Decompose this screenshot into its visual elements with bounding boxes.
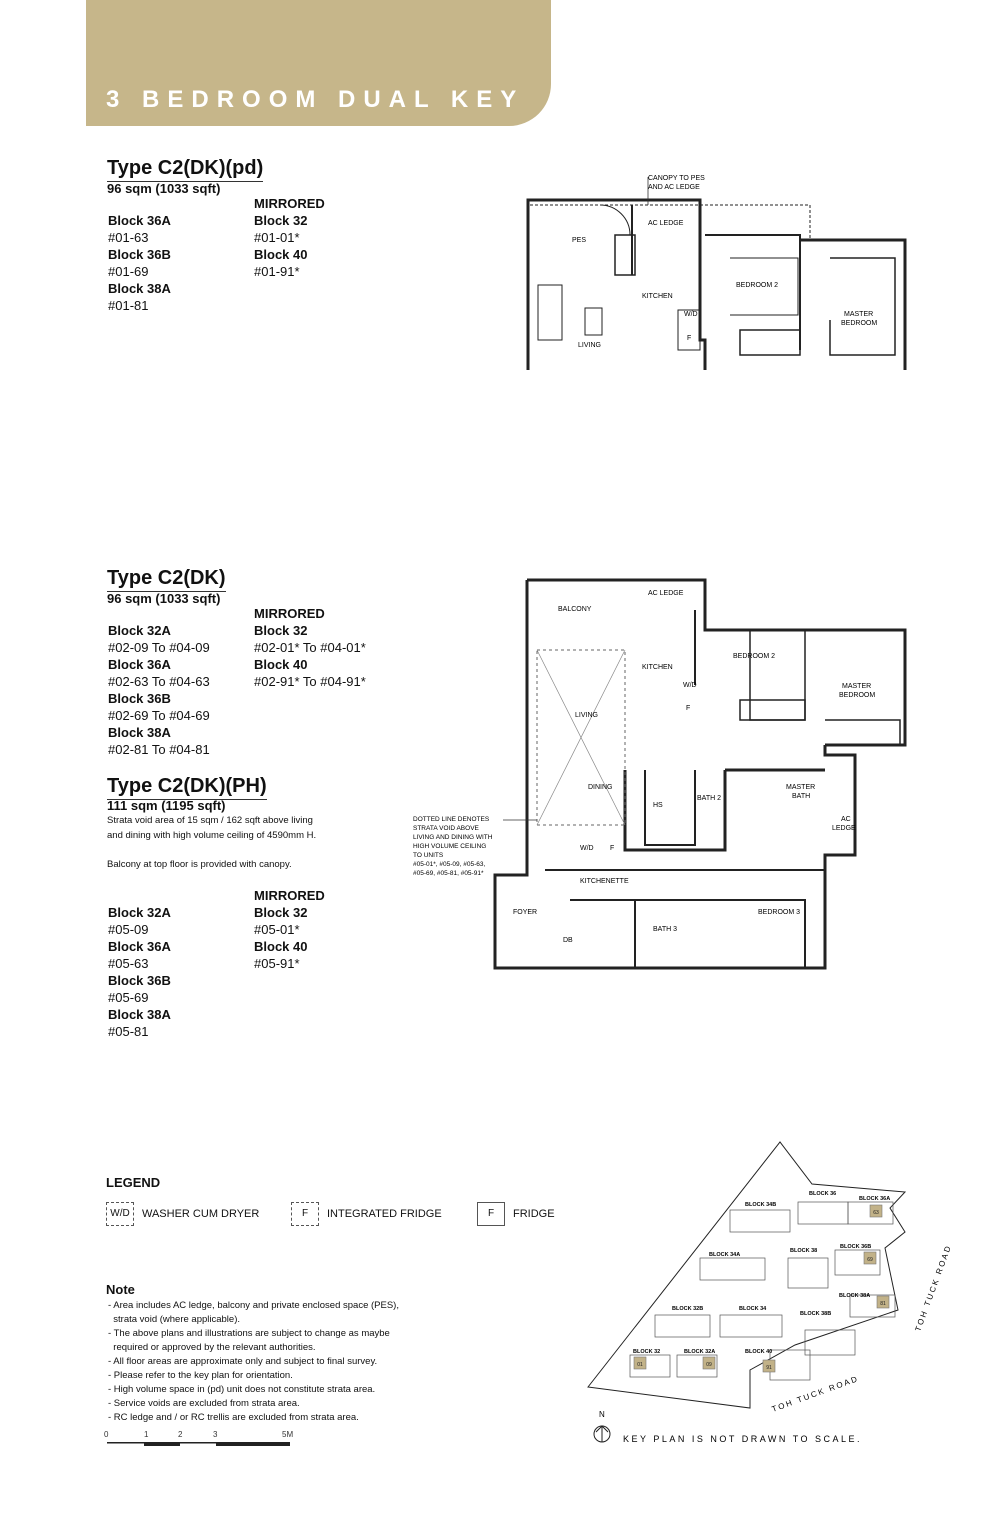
notes-list <box>108 1299 399 1425</box>
block-label: Block 38A <box>108 725 171 740</box>
fridge-label: F <box>687 335 692 342</box>
void-note-line: #05-01*, #05-09, #05-63, <box>413 861 486 868</box>
block-label: Block 38A <box>108 281 171 296</box>
legend-label: FRIDGE <box>513 1208 555 1220</box>
balcony-note: Balcony at top floor is provided with canopy. <box>107 859 292 870</box>
note-item: strata void (where applicable). <box>108 1314 241 1325</box>
key-plan <box>580 1140 970 1450</box>
unit-range: #05-09 <box>108 922 149 937</box>
block-label: BLOCK 34B <box>745 1202 777 1208</box>
unit-range: #01-69 <box>108 264 149 279</box>
note-item: - RC ledge and / or RC trellis are excluded from strata area. <box>108 1412 359 1423</box>
note-item: - Area includes AC ledge, balcony and private enclosed space (PES), <box>108 1300 399 1311</box>
room-bath-3: BATH 3 <box>653 926 677 933</box>
unit-list-left <box>108 212 171 314</box>
room-master-bath: MASTER <box>786 784 816 791</box>
note-item: - Please refer to the key plan for orientation. <box>108 1370 293 1381</box>
block-label: Block 36A <box>108 213 171 228</box>
unit-range: #01-81 <box>108 298 149 313</box>
void-note-line: DOTTED LINE DENOTES <box>413 816 490 823</box>
room-ac-ledge-2: AC <box>841 816 851 823</box>
void-note-line: LIVING AND DINING WITH <box>413 834 493 841</box>
block-label: Block 40 <box>254 939 308 954</box>
fridge-label: F <box>610 845 615 852</box>
unit-number: 81 <box>880 1301 886 1307</box>
room-bath-2: BATH 2 <box>697 795 721 802</box>
block-label: Block 32A <box>108 905 171 920</box>
key-plan-footnote: KEY PLAN IS NOT DRAWN TO SCALE. <box>623 1434 863 1444</box>
block-label: Block 36A <box>108 657 171 672</box>
block-label: BLOCK 36B <box>840 1244 872 1250</box>
wd-label: W/D <box>684 311 698 318</box>
mirrored-label: MIRRORED <box>254 606 325 621</box>
room-living: LIVING <box>578 342 601 349</box>
room-master-bedroom: BEDROOM <box>839 692 876 699</box>
room-master-bedroom: MASTER <box>844 311 874 318</box>
room-pes: PES <box>572 237 587 244</box>
unit-list-left <box>108 622 210 758</box>
room-kitchenette: KITCHENETTE <box>580 878 629 885</box>
block-label: Block 36A <box>108 939 171 954</box>
block-label: BLOCK 36 <box>809 1191 837 1197</box>
unit-range: #02-09 To #04-09 <box>108 640 210 655</box>
block-label: Block 32 <box>254 213 308 228</box>
room-balcony: BALCONY <box>558 606 592 613</box>
type-area: 96 sqm (1033 sqft) <box>107 591 221 606</box>
room-master-bedroom: MASTER <box>842 683 872 690</box>
fridge-label: F <box>686 705 691 712</box>
unit-number: 01 <box>637 1362 643 1368</box>
unit-range: #02-63 To #04-63 <box>108 674 210 689</box>
wd-label: W/D <box>580 845 594 852</box>
note-item: - High volume space in (pd) unit does not constitute strata area. <box>108 1384 376 1395</box>
note-item: - The above plans and illustrations are subject to change as maybe <box>108 1328 390 1339</box>
unit-number: 69 <box>867 1257 873 1263</box>
block-label: BLOCK 34 <box>739 1306 767 1312</box>
block-label: BLOCK 40 <box>745 1349 773 1355</box>
unit-range: #05-01* <box>254 922 300 937</box>
type-title: Type C2(DK)(PH) <box>107 775 267 800</box>
room-dining: DINING <box>588 784 613 791</box>
mirrored-label: MIRRORED <box>254 196 325 211</box>
block-label: Block 36B <box>108 247 171 262</box>
unit-range: #05-91* <box>254 956 300 971</box>
unit-number: 63 <box>873 1210 879 1216</box>
block-label: Block 40 <box>254 247 308 262</box>
page-title: 3 BEDROOM DUAL KEY <box>106 86 525 113</box>
void-note-line: TO UNITS <box>413 852 444 859</box>
note-line: Strata void area of 15 sqm / 162 sqft above living <box>107 815 313 826</box>
unit-range: #02-91* To #04-91* <box>254 674 366 689</box>
room-ac-ledge: AC LEDGE <box>648 220 684 227</box>
mirrored-label: MIRRORED <box>254 888 325 903</box>
unit-range: #05-69 <box>108 990 149 1005</box>
block-label: BLOCK 32 <box>633 1349 661 1355</box>
type-title: Type C2(DK)(pd) <box>107 157 263 182</box>
canopy-label: CANOPY TO PES <box>648 175 705 182</box>
unit-list-mirrored <box>254 605 366 690</box>
room-bedroom-3: BEDROOM 3 <box>758 909 801 916</box>
scale-tick: 0 <box>104 1430 109 1439</box>
legend-item-integrated-fridge <box>291 1202 442 1226</box>
type-area: 96 sqm (1033 sqft) <box>107 181 221 196</box>
unit-number: 09 <box>706 1362 712 1368</box>
room-master-bath: BATH <box>792 793 811 800</box>
block-label: Block 40 <box>254 657 308 672</box>
scale-tick: 2 <box>178 1430 183 1439</box>
floor-plan-type-c2dk-pd <box>500 170 920 380</box>
fridge-symbol: F <box>477 1202 505 1226</box>
block-label: Block 36B <box>108 973 171 988</box>
notes-title: Note <box>106 1282 135 1297</box>
north-arrow-icon <box>594 1426 610 1442</box>
unit-list-mirrored <box>254 195 325 280</box>
block-label: Block 32 <box>254 623 308 638</box>
unit-range: #02-81 To #04-81 <box>108 742 210 757</box>
block-label: BLOCK 36A <box>859 1196 891 1202</box>
unit-list-mirrored <box>254 887 325 972</box>
block-label: BLOCK 32B <box>672 1306 704 1312</box>
note-item: required or approved by the relevant authorities. <box>108 1342 316 1353</box>
road-label: TOH TUCK ROAD <box>913 1243 954 1333</box>
room-hs: HS <box>653 802 663 809</box>
block-label: Block 36B <box>108 691 171 706</box>
unit-range: #05-81 <box>108 1024 149 1039</box>
unit-range: #01-01* <box>254 230 300 245</box>
legend-item-washer-dryer <box>106 1202 259 1226</box>
block-label: BLOCK 38 <box>790 1248 818 1254</box>
unit-range: #01-63 <box>108 230 149 245</box>
type-area: 111 sqm (1195 sqft) <box>107 798 226 813</box>
room-living: LIVING <box>575 712 598 719</box>
block-label: Block 32 <box>254 905 308 920</box>
note-line: and dining with high volume ceiling of 4590mm H. <box>107 830 317 841</box>
room-kitchen: KITCHEN <box>642 293 673 300</box>
type-title: Type C2(DK) <box>107 567 226 592</box>
strata-void-note <box>107 813 316 843</box>
room-foyer: FOYER <box>513 909 538 916</box>
scale-tick: 1 <box>144 1430 149 1439</box>
wd-symbol: W/D <box>106 1202 134 1226</box>
road-label: TOH TUCK ROAD <box>770 1373 861 1414</box>
scale-tick: 3 <box>213 1430 218 1439</box>
db-label: DB <box>563 937 573 944</box>
floor-plan-type-c2dk <box>405 570 920 980</box>
unit-list-left <box>108 904 171 1040</box>
room-kitchen: KITCHEN <box>642 664 673 671</box>
legend-label: INTEGRATED FRIDGE <box>327 1208 442 1220</box>
legend-label: WASHER CUM DRYER <box>142 1208 260 1220</box>
scale-tick: 5M <box>282 1430 294 1439</box>
wd-label: W/D <box>683 682 697 689</box>
unit-range: #05-63 <box>108 956 149 971</box>
north-label: N <box>599 1410 605 1419</box>
block-label: BLOCK 38A <box>839 1293 871 1299</box>
block-label: Block 38A <box>108 1007 171 1022</box>
block-label: BLOCK 34A <box>709 1252 741 1258</box>
unit-range: #02-01* To #04-01* <box>254 640 366 655</box>
legend-item-fridge <box>477 1202 555 1226</box>
void-note-line: #05-69, #05-81, #05-91* <box>413 870 484 877</box>
integrated-fridge-symbol: F <box>291 1202 319 1226</box>
unit-range: #01-91* <box>254 264 300 279</box>
unit-range: #02-69 To #04-69 <box>108 708 210 723</box>
note-item: - All floor areas are approximate only and subject to final survey. <box>108 1356 378 1367</box>
room-bedroom-2: BEDROOM 2 <box>736 282 779 289</box>
legend-title: LEGEND <box>106 1175 161 1190</box>
unit-number: 91 <box>766 1365 772 1371</box>
room-master-bedroom: BEDROOM <box>841 320 878 327</box>
void-note-line: HIGH VOLUME CEILING <box>413 843 487 850</box>
void-note-line: STRATA VOID ABOVE <box>413 825 479 832</box>
room-bedroom-2: BEDROOM 2 <box>733 653 776 660</box>
block-label: BLOCK 32A <box>684 1349 716 1355</box>
canopy-label: AND AC LEDGE <box>648 184 700 191</box>
block-label: BLOCK 38B <box>800 1311 832 1317</box>
block-label: Block 32A <box>108 623 171 638</box>
room-ac-ledge-2: LEDGE <box>832 825 856 832</box>
room-ac-ledge: AC LEDGE <box>648 590 684 597</box>
scale-bar <box>104 1428 304 1452</box>
note-item: - Service voids are excluded from strata area. <box>108 1398 300 1409</box>
